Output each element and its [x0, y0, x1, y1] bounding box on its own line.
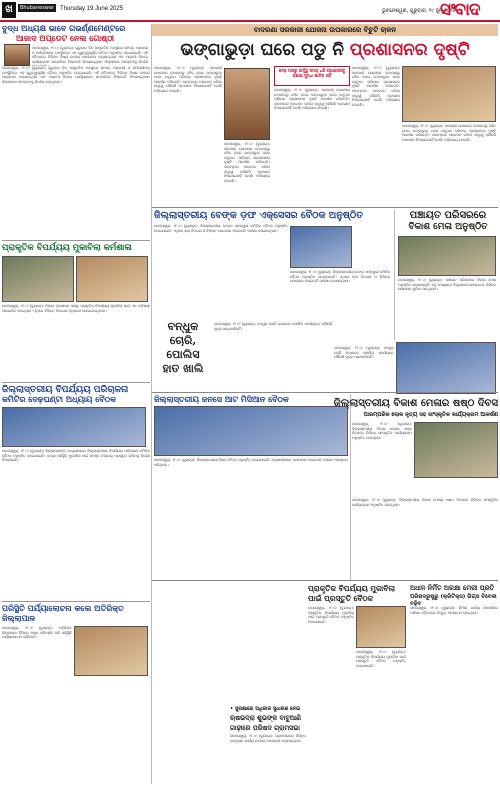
story9-headline: ଜିଲ୍ଲାସ୍ତରୀୟ ବିକାଶ ମେଳାର ଷଷ୍ଠ ଦିବସ [333, 398, 498, 409]
story10-headline2: ପାଇଁ ପ୍ରସ୍ତୁତି ବୈଠକ [308, 594, 374, 603]
top-body-col1: ବାଲେଶ୍ୱର, ୧୮।୬ (ବ୍ୟୁରୋ): ସରକାରୀ ଯୋଜନାର ଉପକାରରୁ ବଞ୍ଚିତ ହୋଇ ଭଙ୍ଗାଭୁଡ଼ା ଘରେ ରହୁଥିବା ପରିବାର ପ୍ରଶାସନର ଦୃଷ୍ଟି ଆକର୍ଷଣ କରିଛନ୍ତି। ବାରମ୍ବାର ଆବେଦନ କରିବା ସତ୍ତ୍ୱେ କୌଣସି ପଦକ୍ଷେପ ନିଆଯାଇନାହିଁ ବୋଲି ଅଭିଯୋଗ ହୋଇଛି। [154, 66, 222, 93]
story2-body: ବାଲେଶ୍ୱର, ୧୮।୬ (ବ୍ୟୁରୋ): ଜିଲ୍ଲା ପ୍ରଶାସନ ପକ୍ଷରୁ ପ୍ରାକୃତିକ ବିପର୍ଯ୍ୟୟ ମୁକାବିଲା ପାଇଁ ଏକ କର୍ମଶାଳା ଆୟୋଜିତ ହୋଇଥିଲା। ଏଥିରେ ବିଭିନ୍ନ ବିଭାଗର ଅଧିକାରୀ ଯୋଗଦେଇଥିଲେ। [2, 304, 150, 313]
story2-headline: ପ୍ରାକୃତିକ ବିପର୍ଯ୍ୟୟ ମୁକାବିଲା କର୍ମଶାଳା [2, 243, 132, 253]
date-english: Thursday 19 June 2025 [60, 6, 124, 12]
story12-headline2: ଋଷଭଦ୍ରା ଶୁଭଙ୍କ ବାବୁଆଣି [230, 714, 302, 722]
top-photo-woman [224, 68, 270, 140]
story7-headline-3: ପୋଲିସ [166, 348, 200, 361]
story9-body-2: ବାଲେଶ୍ୱର, ୧୮।୬ (ବ୍ୟୁରୋ): ଜିଲ୍ଲାସ୍ତରୀୟ ବିକାଶ ମେଳାର ଷଷ୍ଠ ଦିବସରେ ବିଭିନ୍ନ ସାଂସ୍କୃତିକ କାର୍ଯ୍ୟକ୍ରମ ଅନୁଷ୍ଠିତ ହୋଇଥିଲା। [352, 498, 498, 507]
story3-headline2: କମିଟିର ଦେଢ଼ଘଣ୍ଟା ଅଧ୍ୟାୟ ବୈଠକ [2, 395, 116, 404]
edition-city: Bhubaneswar [19, 5, 55, 11]
story12-body: ବାଲେଶ୍ୱର, ୧୮।୬ (ବ୍ୟୁରୋ): ଗ୍ରାମସଭାରେ ବିଭିନ୍ନ ଉନ୍ନୟନ କାର୍ଯ୍ୟ ଉପରେ ଆଲୋଚନା କରାଯାଇଥିଲା। [230, 734, 306, 743]
top-body-col4: ବାଲେଶ୍ୱର, ୧୮।୬ (ବ୍ୟୁରୋ): ସରକାରୀ ଯୋଜନାର ଉପକାରରୁ ବଞ୍ଚିତ ହୋଇ ଭଙ୍ଗାଭୁଡ଼ା ଘରେ ରହୁଥିବା ପରିବାର ପ୍ରଶାସନର ଦୃଷ୍ଟି ଆକର୍ଷଣ କରିଛନ୍ତି। ବାରମ୍ବାର ଆବେଦନ କରିବା ସତ୍ତ୍ୱେ କୌଣସି ପଦକ୍ଷେପ ନିଆଯାଇନାହିଁ ବୋଲି ଅଭିଯୋଗ ହୋଇଛି। [402, 124, 496, 142]
date-odia: ଭୁବନେଶ୍ୱର, ଗୁରୁବାର, ୧୯ ଜୁନ ୨୦୨୫ [382, 8, 456, 14]
left-column [2, 24, 150, 726]
story1-photo [4, 44, 30, 66]
top-body-col3: ବାଲେଶ୍ୱର, ୧୮।୬ (ବ୍ୟୁରୋ): ସରକାରୀ ଯୋଜନାର ଉପକାରରୁ ବଞ୍ଚିତ ହୋଇ ଭଙ୍ଗାଭୁଡ଼ା ଘରେ ରହୁଥିବା ପରିବାର ପ୍ରଶାସନର ଦୃଷ୍ଟି ଆକର୍ଷଣ କରିଛନ୍ତି। ବାରମ୍ବାର ଆବେଦନ କରିବା ସତ୍ତ୍ୱେ କୌଣସି ପଦକ୍ଷେପ ନିଆଯାଇନାହିଁ ବୋଲି ଅଭିଯୋଗ ହୋଇଛି। [352, 66, 400, 107]
story9-body: ବାଲେଶ୍ୱର, ୧୮।୬ (ବ୍ୟୁରୋ): ଜିଲ୍ଲାସ୍ତରୀୟ ବିକାଶ ମେଳାର ଷଷ୍ଠ ଦିବସରେ ବିଭିନ୍ନ ସାଂସ୍କୃତିକ କାର୍ଯ୍ୟକ୍ରମ ଅନୁଷ୍ଠିତ ହୋଇଥିଲା। [352, 422, 412, 440]
story11-headline: ଅଧୀନ ନିର୍ମିତ ଅରକ୍ଷା ମେରୀ ପ୍ରତି [410, 584, 495, 592]
story1-headline: ବୁଦ୍ଧ ଅଧ୍ୟକ୍ଷ ଭାବେ ଗଭର୍ଣ୍ଣମେଣ୍ଟରେ [2, 24, 126, 33]
story3-body: ବାଲେଶ୍ୱର, ୧୮।୬ (ବ୍ୟୁରୋ): ଜିଲ୍ଲାପାଳଙ୍କ ଅଧ୍ୟକ୍ଷତାରେ ଜିଲ୍ଲାସ୍ତରୀୟ ବିପର୍ଯ୍ୟୟ ପରିଚାଳନା କମିଟିର ବୈଠକ ଅନୁଷ୍ଠିତ ହୋଇଯାଇଛି। ବନ୍ୟା ପରିସ୍ଥିତି ମୁକାବିଲା ପାଇଁ ସମସ୍ତ ବିଭାଗକୁ ପ୍ରସ୍ତୁତ ରହିବାକୁ ନିର୍ଦ୍ଦେଶ ଦିଆଯାଇଛି। [2, 449, 150, 463]
story10-body: ବାଲେଶ୍ୱର, ୧୮।୬ (ବ୍ୟୁରୋ): ପ୍ରାକୃତିକ ବିପର୍ଯ୍ୟୟ ମୁକାବିଲା ପାଇଁ ପ୍ରସ୍ତୁତି ବୈଠକ ଅନୁଷ୍ଠିତ ହୋଇଯାଇଛି। [308, 606, 354, 624]
story3-headline: ଜିଲ୍ଲାସ୍ତରୀୟ ବିପର୍ଯ୍ୟୟ ପରିଚାଳନା [2, 385, 129, 395]
story10-body-2: ବାଲେଶ୍ୱର, ୧୮।୬ (ବ୍ୟୁରୋ): ପ୍ରାକୃତିକ ବିପର୍ଯ୍ୟୟ ମୁକାବିଲା ପାଇଁ ପ୍ରସ୍ତୁତି ବୈଠକ ଅନୁଷ୍ଠିତ ହୋଇଯାଇଛି। [356, 650, 406, 668]
story8-body: ବାଲେଶ୍ୱର, ୧୮।୬ (ବ୍ୟୁରୋ): ଜିଲ୍ଲାସ୍ତରୀୟ ମିଶନ ବୈଠକ ଅନୁଷ୍ଠିତ ହୋଇଯାଇଛି। ଅଧିକାରୀମାନେ ଯୋଜନାର ଅଗ୍ରଗତି ଉପରେ ଆଲୋଚନା କରିଥିଲେ। [154, 458, 348, 467]
top-headline-b: ପ୍ରଶାସନର ଦୃଷ୍ଟି [349, 40, 470, 60]
story7-headline-1: ବନ୍ଧୁକ [167, 320, 199, 333]
top-body-col2: ବାଲେଶ୍ୱର, ୧୮।୬ (ବ୍ୟୁରୋ): ସରକାରୀ ଯୋଜନାର ଉପକାରରୁ ବଞ୍ଚିତ ହୋଇ ଭଙ୍ଗାଭୁଡ଼ା ଘରେ ରହୁଥିବା ପରିବାର ପ୍ରଶାସନର ଦୃଷ୍ଟି ଆକର୍ଷଣ କରିଛନ୍ତି। ବାରମ୍ବାର ଆବେଦନ କରିବା ସତ୍ତ୍ୱେ କୌଣସି ପଦକ୍ଷେପ ନିଆଯାଇନାହିଁ ବୋଲି ଅଭିଯୋଗ ହୋଇଛି। [274, 88, 350, 111]
story3-photo [2, 407, 146, 447]
story6-headline2: ବିକାଶ ମେଳା ଅନୁଷ୍ଠିତ [408, 222, 488, 232]
top-banner: ବାଦରଣା ସରକାରୀ ଯୋଜନା ଉପକାରରେ ବିଚୁଟି ଚାଳନ [152, 24, 498, 36]
story5-photo [290, 226, 352, 268]
top-headline [152, 37, 498, 63]
top-photo-house [402, 66, 496, 122]
section-logo: ଖ [2, 2, 16, 18]
story1-body-top: ବାଲେଶ୍ୱର, ୧୮।୬ (ବ୍ୟୁରୋ): ଗୁରୁବାର ଦିନ ସାମ୍ପ୍ରତିକ ଅବସ୍ଥାରେ ସମସ୍ତ ଅଧିକାରୀ ଓ କର୍ମଚାରୀଙ୍କ ଉପସ୍ଥିତିରେ ଏକ ଗୁରୁତ୍ୱପୂର୍ଣ୍ଣ ବୈଠକ ଅନୁଷ୍ଠିତ ହୋଇଯାଇଛି। ଏହି ବୈଠକରେ ବିଭିନ୍ନ ବିଷୟ ଉପରେ ଆଲୋଚନା କରାଯାଇଥିଲା ଏବଂ ଆଗାମୀ ଦିନରେ କାର୍ଯ୍ୟକ୍ରମ ସମ୍ପର୍କରେ ନିଷ୍ପତ୍ତି ନିଆଯାଇଥିଲା। ଜିଲ୍ଲାପାଳ ସମସ୍ତଙ୍କୁ ନିର୍ଦ୍ଦେଶ [32, 46, 148, 64]
story7-body: ବାଲେଶ୍ୱର, ୧୮।୬ (ବ୍ୟୁରୋ): ବନ୍ଧୁକ ଚୋରି ଘଟଣାରେ ପୋଲିସ ଏପର୍ଯ୍ୟନ୍ତ କୌଣସି ସୂତ୍ର ପାଇପାରିନାହିଁ। [214, 322, 332, 331]
story5-headline: ଜିଲ୍ଲାସ୍ତରୀୟ ବେଙ୍କ ଡ଼ଫ ଏକ୍ସେସର ବୈଠକ ଅନୁଷ୍ଠିତ [154, 210, 363, 221]
story4-headline: ପରିସ୍ଥିତି ପର୍ଯ୍ୟାଲୋଚନା କଲେ ଅତିରିକ୍ତ ଜିଲ୍ଲାପାଳ [2, 604, 124, 623]
story11-headline2: ପରିଷଦରୁଷ୍ଟ୍ରୁ (କ୍ରିଟିକ୍ସ) ଗିଗ୍ସ ବିବେଳୀ ବଢ଼ିବ [410, 594, 497, 607]
story5-body: ବାଲେଶ୍ୱର, ୧୮।୬ (ବ୍ୟୁରୋ): ଜିଲ୍ଲାସ୍ତରୀୟ ବେଙ୍କ ସମନ୍ୱୟ କମିଟିର ବୈଠକ ଅନୁଷ୍ଠିତ ହୋଇଯାଇଛି। ଏଥିରେ ଋଣ ବିତରଣ ଓ ବିଭିନ୍ନ ଯୋଜନାର ଅଗ୍ରଗତି ସମୀକ୍ଷା କରାଯାଇଥିଲା। [154, 224, 288, 233]
story5-body-2: ବାଲେଶ୍ୱର, ୧୮।୬ (ବ୍ୟୁରୋ): ଜିଲ୍ଲାସ୍ତରୀୟ ବେଙ୍କ ସମନ୍ୱୟ କମିଟିର ବୈଠକ ଅନୁଷ୍ଠିତ ହୋଇଯାଇଛି। ଏଥିରେ ଋଣ ବିତରଣ ଓ ବିଭିନ୍ନ ଯୋଜନାର ଅଗ୍ରଗତି ସମୀକ୍ଷା କରାଯାଇଥିଲା। [290, 270, 390, 284]
story11-body: ବାଲେଶ୍ୱର, ୧୮।୬ (ବ୍ୟୁରୋ): ନିର୍ମାଣ କାର୍ଯ୍ୟ ସମ୍ପର୍କରେ ପରିଷଦ ବୈଠକରେ ବିସ୍ତୃତ ଆଲୋଚନା ହୋଇଥିଲା। [410, 606, 498, 615]
story2-photo-2 [76, 256, 148, 302]
story1-body: ବାଲେଶ୍ୱର, ୧୮।୬ (ବ୍ୟୁରୋ): ଗୁରୁବାର ଦିନ ସାମ୍ପ୍ରତିକ ଅବସ୍ଥାରେ ସମସ୍ତ ଅଧିକାରୀ ଓ କର୍ମଚାରୀଙ୍କ ଉପସ୍ଥିତିରେ ଏକ ଗୁରୁତ୍ୱପୂର୍ଣ୍ଣ ବୈଠକ ଅନୁଷ୍ଠିତ ହୋଇଯାଇଛି। ଏହି ବୈଠକରେ ବିଭିନ୍ନ ବିଷୟ ଉପରେ ଆଲୋଚନା କରାଯାଇଥିଲା ଏବଂ ଆଗାମୀ ଦିନରେ କାର୍ଯ୍ୟକ୍ରମ ସମ୍ପର୍କରେ ନିଷ୍ପତ୍ତି ନିଆଯାଇଥିଲା। ଜିଲ୍ଲାପାଳ ସମସ୍ତଙ୍କୁ ନିର୍ଦ୍ଦେଶ ଦେଇଥିଲେ। [2, 66, 150, 84]
story9-photo [414, 422, 498, 478]
story10-photo [356, 606, 406, 648]
masthead [0, 0, 500, 22]
story12-headline3: ଗାଢ଼ୀରେ ପରିଷଦ ଗ୍ରାମସଭା [230, 724, 301, 732]
story6-photo-2 [396, 342, 496, 394]
top-body-col1b: ବାଲେଶ୍ୱର, ୧୮।୬ (ବ୍ୟୁରୋ): ସରକାରୀ ଯୋଜନାର ଉପକାରରୁ ବଞ୍ଚିତ ହୋଇ ଭଙ୍ଗାଭୁଡ଼ା ଘରେ ରହୁଥିବା ପରିବାର ପ୍ରଶାସନର ଦୃଷ୍ଟି ଆକର୍ଷଣ କରିଛନ୍ତି। ବାରମ୍ବାର ଆବେଦନ କରିବା ସତ୍ତ୍ୱେ କୌଣସି ପଦକ୍ଷେପ ନିଆଯାଇନାହିଁ ବୋଲି ଅଭିଯୋଗ ହୋଇଛି। [224, 142, 270, 183]
story2-photo-1 [2, 256, 74, 302]
story9-sub: ପାରମ୍ପରିକ ଲୋକ ନୃତ୍ୟ ସହ ସାଂସ୍କୃତିକ କାର୍ଯ୍ୟକ୍ରମ ଆକର୍ଷଣ [363, 412, 498, 418]
top-red-box: ଦେଢ଼ ମାସରୁ ଊର୍ଦ୍ଧ୍ୱ ସମୟ ଧରି ପ୍ରଶାସନକୁ ଜଣାଇ ସୁଦ୍ଧା ଖାତିର ନାହିଁ [274, 66, 350, 86]
story7-headline-4: ହାତ ଖାଲି [162, 362, 204, 375]
story7-body-2: ବାଲେଶ୍ୱର, ୧୮।୬ (ବ୍ୟୁରୋ): ବନ୍ଧୁକ ଚୋରି ଘଟଣାରେ ପୋଲିସ ଏପର୍ଯ୍ୟନ୍ତ କୌଣସି ସୂତ୍ର ପାଇପାରିନାହିଁ। [334, 346, 394, 360]
newspaper-brand: ସଂବାଦ [440, 0, 480, 20]
story6-body: ବାଲେଶ୍ୱର, ୧୮।୬ (ବ୍ୟୁରୋ): ପଞ୍ଚାୟତ ପରିସରରେ ବିକାଶ ମେଳା ଅନୁଷ୍ଠିତ ହୋଇଯାଇଛି। ବହୁ ସଂଖ୍ୟାରେ ହିତାଧିକାରୀ ଯୋଗଦେଇ ବିଭିନ୍ନ ଯୋଜନାର ସୁବିଧା ପାଇଥିଲେ। [398, 278, 496, 292]
story12-headline: • ସୁରକ୍ଷାରେ ଅଧିକାର ସୁଧାରଣ ନେଇ [230, 706, 301, 712]
story6-photo [398, 236, 496, 276]
story7-headline-2: ଚୋରି, [169, 334, 197, 347]
story6-headline: ପଞ୍ଚାୟତ ପରିସରରେ [409, 210, 487, 221]
story10-headline: ପ୍ରାକୃତିକ ବିପର୍ଯ୍ୟୟ ମୁକାବିଲା [308, 584, 396, 593]
story8-headline: ଜିଲ୍ଲାସ୍ତରୀୟ ଜନସେ ଆଟ ମିସିଆନ ବୈଠକ [154, 394, 289, 404]
story1-headline2: ଆଜାଦ ଅପ୍ଡେଟ ନେଲ ଗୋଷ୍ଠୀ [16, 34, 115, 43]
story4-body: ବାଲେଶ୍ୱର, ୧୮।୬ (ବ୍ୟୁରୋ): ଅତିରିକ୍ତ ଜିଲ୍ଲାପାଳ ବିଭିନ୍ନ ଅଞ୍ଚଳ ପରିଦର୍ଶନ କରି ପରିସ୍ଥିତି ପର୍ଯ୍ୟାଲୋଚନା କରିଛନ୍ତି। [2, 626, 72, 640]
top-headline-a: ଭଙ୍ଗାଭୁଡ଼ା ଘରେ ପଡୁ ନି [180, 40, 350, 60]
story4-photo [74, 626, 148, 676]
